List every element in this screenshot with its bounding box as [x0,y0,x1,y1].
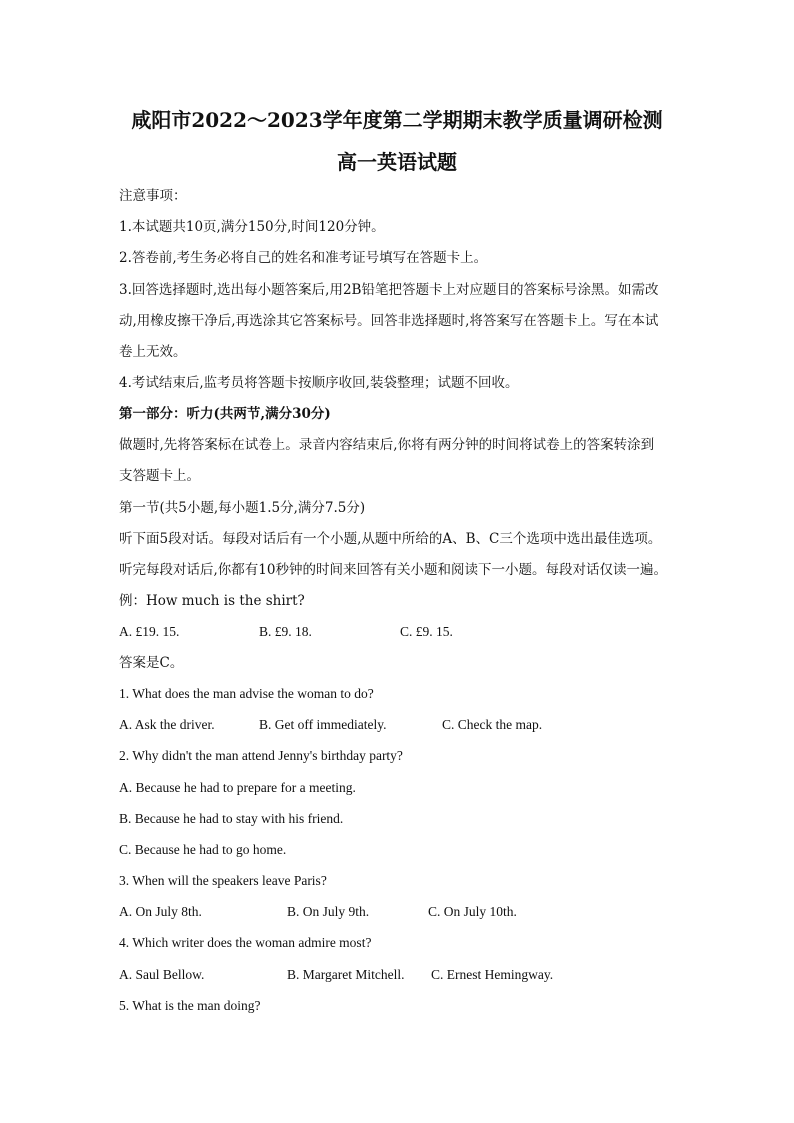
question-5: 5. What is the man doing? [119,998,261,1013]
q2-option-c: C. Because he had to go home. [119,842,287,857]
q2-option-b: B. Because he had to stay with his friend. [119,811,344,826]
section1-heading: 第一节(共5小题,每小题1.5分,满分7.5分) [119,500,366,516]
example-option-a: A. £19. 15. [119,624,180,639]
notice-line: 3.回答选择题时,选出每小题答案后,用2B铅笔把答题卡上对应题目的答案标号涂黑。如需改 [119,282,659,298]
section1-instruction: 听下面5段对话。每段对话后有一个小题,从题中所给的A、B、C三个选项中选出最佳选项。 [119,531,662,547]
notice-line: 2.答卷前,考生务必将自己的姓名和准考证号填写在答题卡上。 [119,250,488,266]
example-answer: 答案是C。 [119,655,184,671]
q3-option-b: B. On July 9th. [287,904,370,919]
question-2: 2. Why didn't the man attend Jenny's birthday party? [119,748,403,763]
q1-option-b: B. Get off immediately. [259,717,387,732]
q1-option-a: A. Ask the driver. [119,717,215,732]
question-3: 3. When will the speakers leave Paris? [119,873,327,888]
example-option-c: C. £9. 15. [400,624,453,639]
notice-line: 1.本试题共10页,满分150分,时间120分钟。 [119,219,385,235]
q3-option-c: C. On July 10th. [428,904,517,919]
notice-line: 4.考试结束后,监考员将答题卡按顺序收回,装袋整理；试题不回收。 [119,375,519,391]
part1-instruction: 支答题卡上。 [119,468,200,484]
notice-heading: 注意事项： [119,188,187,204]
exam-subtitle: 高一英语试题 [337,150,457,174]
part1-instruction: 做题时,先将答案标在试卷上。录音内容结束后,你将有两分钟的时间将试卷上的答案转涂到 [119,437,655,453]
part1-heading: 第一部分：听力(共两节,满分30分) [119,406,331,422]
section1-instruction: 听完每段对话后,你都有10秒钟的时间来回答有关小题和阅读下一小题。每段对话仅读一遍。 [119,562,667,578]
notice-line: 卷上无效。 [119,344,187,360]
question-1: 1. What does the man advise the woman to do? [119,686,374,701]
exam-title: 咸阳市2022～2023学年度第二学期期末教学质量调研检测 [131,108,663,132]
q1-option-c: C. Check the map. [442,717,543,732]
question-4: 4. Which writer does the woman admire most? [119,935,372,950]
notice-line: 动,用橡皮擦干净后,再选涂其它答案标号。回答非选择题时,将答案写在答题卡上。写在本试 [119,313,659,329]
q3-option-a: A. On July 8th. [119,904,202,919]
example-option-b: B. £9. 18. [259,624,312,639]
q2-option-a: A. Because he had to prepare for a meeting. [119,780,356,795]
q4-option-c: C. Ernest Hemingway. [431,967,554,982]
q4-option-a: A. Saul Bellow. [119,967,205,982]
q4-option-b: B. Margaret Mitchell. [287,967,405,982]
example-question: 例：How much is the shirt? [119,593,305,609]
